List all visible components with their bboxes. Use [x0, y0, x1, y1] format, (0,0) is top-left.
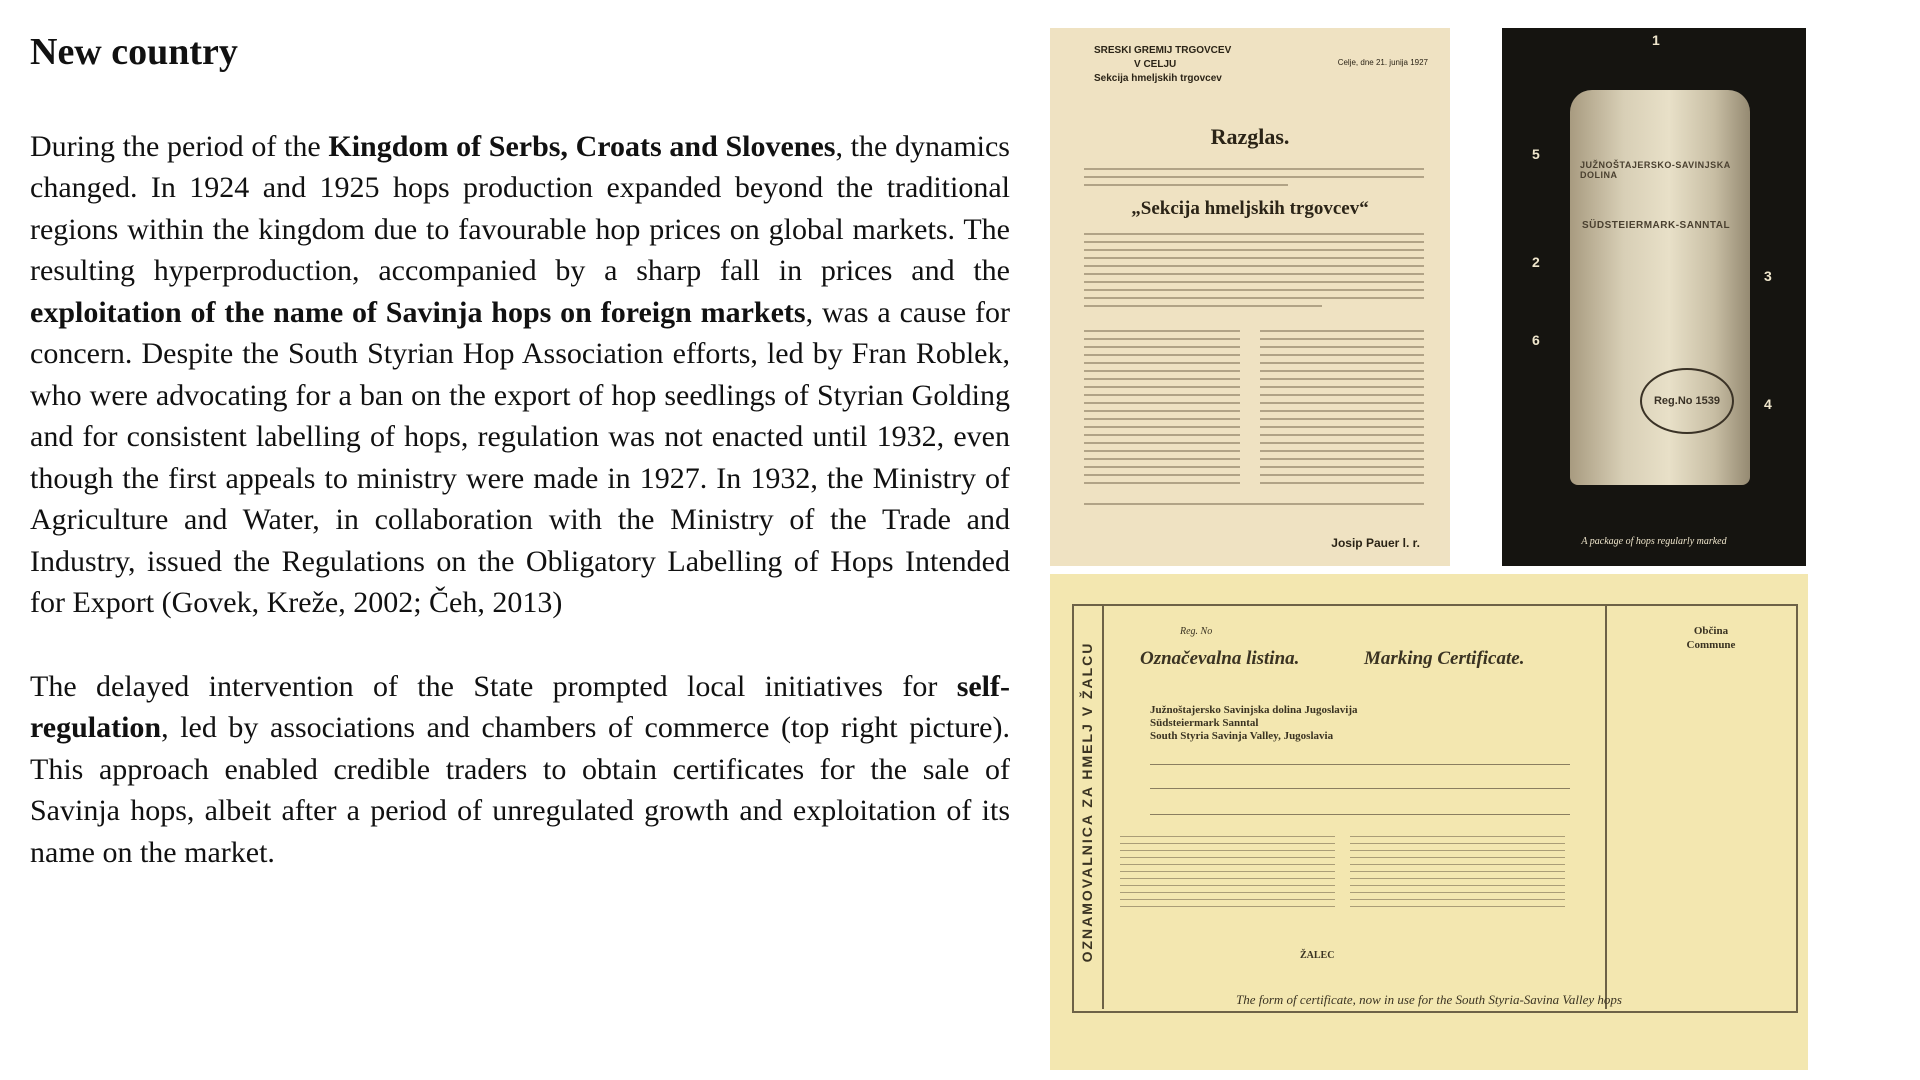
p2-bold-1: self-regulation	[30, 669, 1010, 745]
poster-text-block-2	[1084, 233, 1424, 313]
p1-text-3: , was a cause for concern. Despite the South Styrian Hop Association efforts, led by Fran Roblek, who were advocating for a ban on the export of hop seedlings of Styrian Golding and for consistent labelling of hops, regulation was not enacted until 1932, even though the first appeals to ministry were made in 1927. In 1932, the Ministry of Agriculture and Water, in collaboration with the Ministry of the Trade and Industry, issued the Regulations on the Obligatory Labelling of Hops Intended for Export (Govek, Kreže, 2002; Čeh, 2013)	[30, 295, 1011, 620]
marker-1: 1	[1652, 32, 1660, 48]
certificate-vertical-text: OZNAMOVALNICA ZA HMELJ V ŽALCU	[1079, 641, 1095, 963]
marker-5: 5	[1532, 146, 1540, 162]
certificate-line-1	[1150, 764, 1570, 765]
sack-label-1: JUŽNOŠTAJERSKO-SAVINJSKA DOLINA	[1580, 160, 1731, 180]
paragraph-2	[30, 666, 1010, 874]
razglas-poster-image	[1050, 28, 1450, 566]
certificate-text-sl	[1120, 836, 1335, 944]
marker-3: 3	[1764, 268, 1772, 284]
marker-6: 6	[1532, 332, 1540, 348]
poster-name-list-right	[1260, 330, 1424, 490]
certificate-caption: The form of certificate, now in use for the South Styria-Savina Valley hops	[1236, 992, 1622, 1007]
hop-sack	[1570, 90, 1750, 485]
poster-signature: Josip Pauer l. r.	[1331, 536, 1420, 550]
poster-header-line-2: V CELJU	[1134, 59, 1177, 70]
certificate-side-band	[1072, 604, 1104, 1009]
poster-header-line-1: SRESKI GREMIJ TRGOVCEV	[1094, 45, 1232, 56]
p1-text-2: , the dynamics changed. In 1924 and 1925 hops production expanded beyond the traditional regions within the kingdom due to favourable hop prices on global markets. The resulting hyperproduction, accompanied by a sharp fall in prices and the	[30, 129, 1010, 288]
certificate-origin-row-1: Južnoštajersko Savinjska dolina Jugoslavija	[1150, 704, 1358, 716]
poster-name-list-left	[1084, 330, 1240, 490]
text-column	[30, 30, 1010, 915]
marking-certificate-image	[1050, 574, 1808, 1070]
sack-caption: A package of hops regularly marked	[1581, 536, 1727, 547]
certificate-reg-no: Reg. No	[1180, 626, 1213, 637]
certificate-place: ŽALEC	[1300, 950, 1335, 961]
certificate-side-table	[1605, 604, 1797, 1009]
certificate-origin-row-2: Südsteiermark Sanntal	[1150, 717, 1259, 729]
page-title: New country	[30, 31, 238, 73]
commune-label-en: Commune	[1686, 639, 1736, 651]
poster-date: Celje, dne 21. junija 1927	[1337, 58, 1428, 67]
certificate-commune-header	[1646, 624, 1776, 652]
hop-sack-photo	[1502, 28, 1806, 566]
commune-label-sl: Občina	[1693, 625, 1729, 637]
p1-bold-1: Kingdom of Serbs, Croats and Slovenes	[328, 129, 836, 163]
sack-stamp: Reg.No 1539	[1640, 368, 1734, 434]
poster-header	[1094, 44, 1231, 86]
p1-bold-2: exploitation of the name of Savinja hops on foreign markets	[30, 295, 806, 329]
certificate-title-en: Marking Certificate.	[1364, 648, 1525, 669]
certificate-text-en	[1350, 836, 1565, 944]
poster-subtitle: „Sekcija hmeljskih trgovcev“	[1131, 198, 1369, 219]
marker-4: 4	[1764, 396, 1772, 412]
poster-header-line-3: Sekcija hmeljskih trgovcev	[1094, 73, 1222, 84]
certificate-title-sl: Označevalna listina.	[1140, 648, 1300, 669]
p2-text-1: The delayed intervention of the State prompted local initiatives for	[30, 669, 957, 703]
poster-title: Razglas.	[1210, 124, 1290, 149]
paragraph-1	[30, 126, 1010, 624]
p1-text-1: During the period of the	[30, 129, 329, 163]
marker-2: 2	[1532, 254, 1540, 270]
poster-footer-text	[1084, 503, 1424, 511]
p2-text-2: , led by associations and chambers of commerce (top right picture). This approach enabled credible traders to obtain certificates for the sale of Savinja hops, albeit after a period of unregulated growth and exploitation of its name on the market.	[30, 711, 1010, 869]
certificate-origin-row-3: South Styria Savinja Valley, Jugoslavia	[1150, 730, 1334, 742]
sack-label-2: SÜDSTEIERMARK-SANNTAL	[1582, 220, 1731, 231]
certificate-line-3	[1150, 814, 1570, 815]
poster-text-block-1	[1084, 168, 1424, 192]
certificate-line-2	[1150, 788, 1570, 789]
